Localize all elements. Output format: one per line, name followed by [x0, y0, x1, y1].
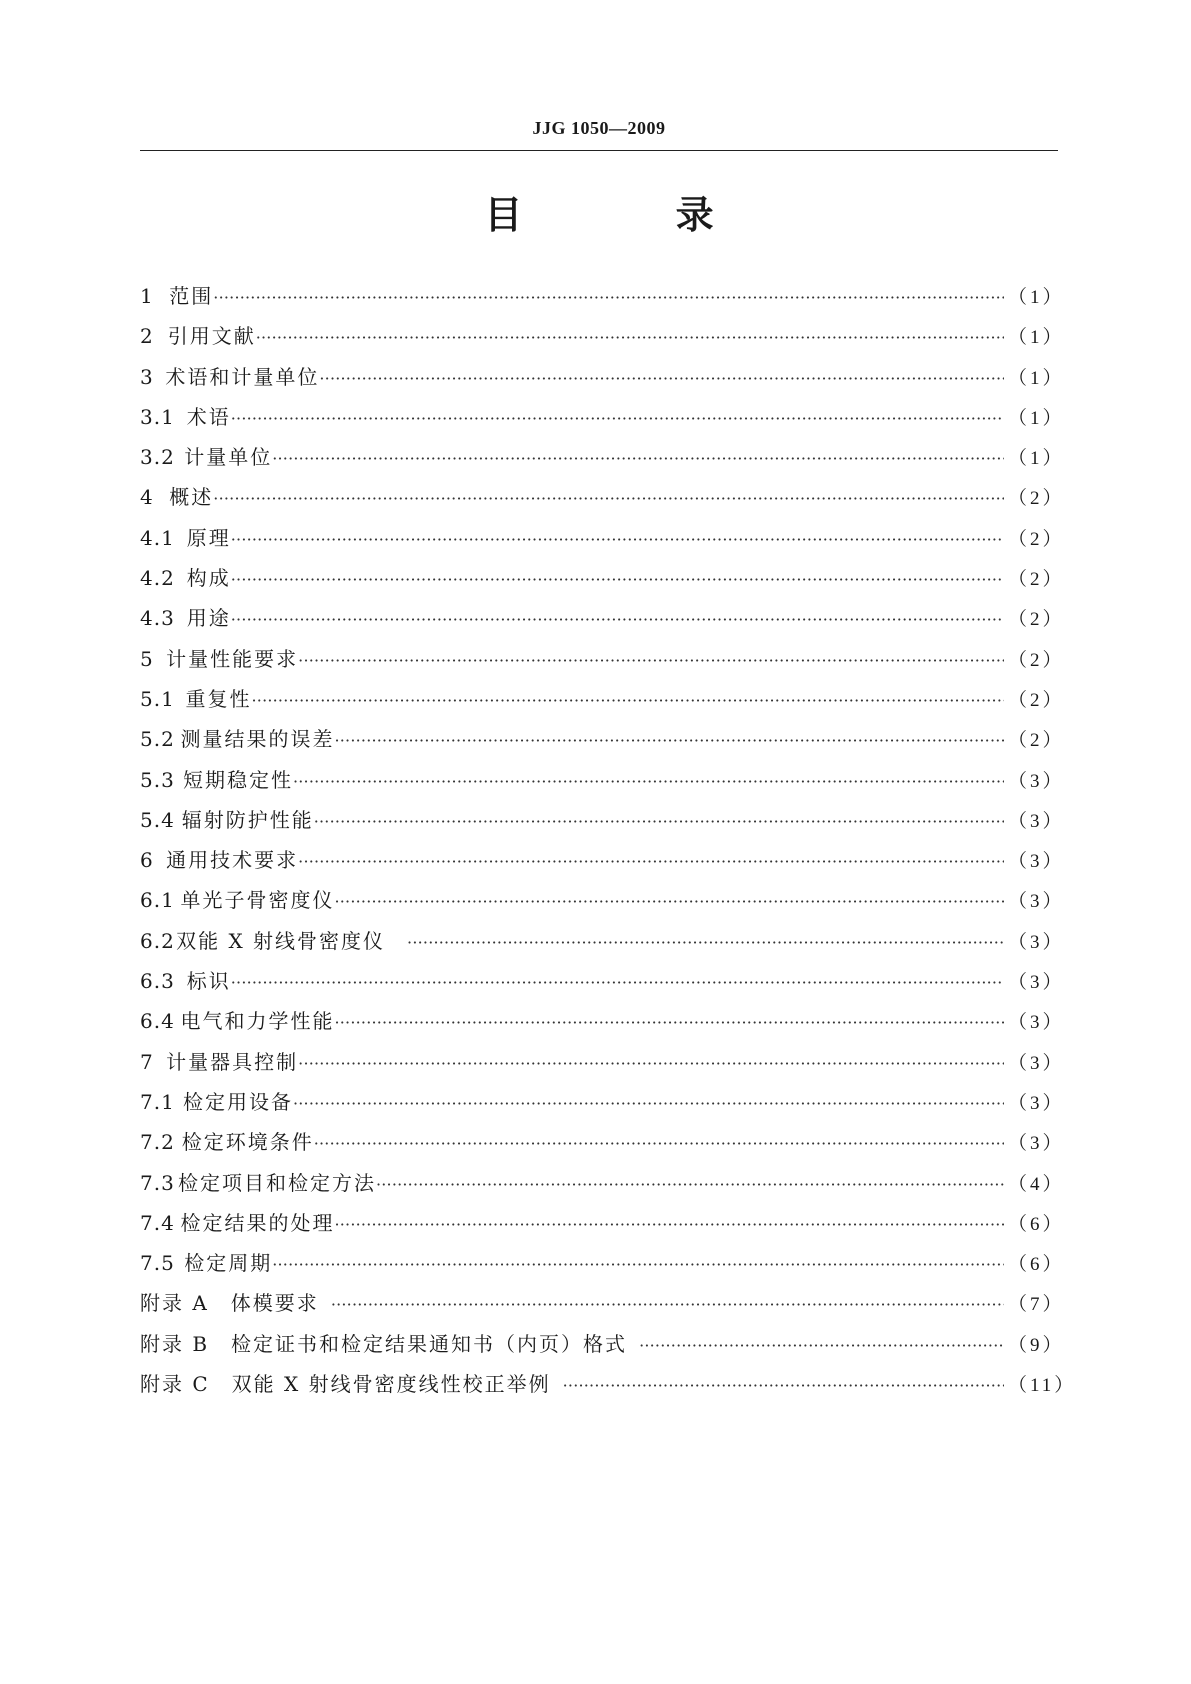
toc-entry[interactable]	[140, 558, 1065, 598]
toc-entry-page: （3）	[1008, 1092, 1065, 1114]
toc-entry-page: （3）	[1008, 891, 1065, 913]
toc-entry-label: 概述	[169, 485, 214, 510]
toc-entry-page: （1）	[1008, 448, 1065, 470]
toc-entry-label: 短期稳定性	[182, 767, 293, 792]
dot-leader	[376, 1165, 1004, 1205]
dot-leader	[563, 1366, 1004, 1406]
dot-leader	[231, 600, 1004, 640]
toc-entry-page: （2）	[1008, 569, 1065, 591]
toc-entry-number: 5.2	[140, 727, 175, 752]
toc-entry[interactable]	[140, 1243, 1065, 1283]
toc-entry-label: 检定周期	[184, 1251, 273, 1276]
toc-entry-page: （1）	[1008, 407, 1065, 429]
toc-entry-page: （3）	[1008, 931, 1065, 953]
dot-leader	[272, 439, 1004, 479]
dot-leader	[334, 721, 1004, 761]
toc-entry-label: 用途	[186, 606, 231, 631]
toc-entry-label: 检定环境条件	[181, 1130, 314, 1155]
dot-leader	[256, 318, 1004, 358]
toc-entry-label: 检定项目和检定方法	[177, 1170, 376, 1195]
toc-entry-page: （6）	[1008, 1254, 1065, 1276]
dot-leader	[298, 842, 1004, 882]
toc-entry-page: （3）	[1008, 1012, 1065, 1034]
toc-entry[interactable]	[140, 840, 1065, 880]
toc-entry-label: 引用文献	[167, 324, 256, 349]
toc-entry-page: （2）	[1008, 649, 1065, 671]
toc-entry-number: 7.3	[140, 1170, 175, 1195]
toc-entry[interactable]	[140, 719, 1065, 759]
toc-entry[interactable]	[140, 1082, 1065, 1122]
toc-entry-number: 7.2	[140, 1130, 175, 1155]
toc-entry-number: 7	[140, 1049, 154, 1074]
toc-entry-number: 4.3	[140, 606, 175, 631]
toc-entry[interactable]	[140, 1163, 1065, 1203]
toc-entry-label: 附录 C 双能 X 射线骨密度线性校正举例	[140, 1372, 551, 1397]
dot-leader	[231, 560, 1004, 600]
toc-entry[interactable]	[140, 1001, 1065, 1041]
toc-entry-number: 1	[140, 284, 154, 308]
toc-entry-number: 5.4	[140, 807, 175, 832]
header-divider	[140, 150, 1058, 151]
toc-entry[interactable]	[140, 598, 1065, 638]
toc-entry-label: 标识	[186, 969, 231, 994]
toc-entry-number: 4	[140, 485, 154, 510]
toc-entry-number: 6.2	[140, 928, 175, 953]
dot-leader	[314, 802, 1004, 842]
toc-entry-page: （2）	[1008, 609, 1065, 631]
dot-leader	[331, 1285, 1004, 1325]
toc-entry-number: 6.4	[140, 1009, 175, 1034]
toc-entry-page: （3）	[1008, 770, 1065, 792]
dot-leader	[334, 882, 1004, 922]
toc-entry[interactable]	[140, 800, 1065, 840]
toc-entry-page: （1）	[1008, 327, 1065, 349]
toc-entry[interactable]	[140, 1042, 1065, 1082]
toc-entry[interactable]	[140, 477, 1065, 517]
toc-entry-label: 电气和力学性能	[180, 1009, 335, 1034]
toc-entry-page: （1）	[1008, 367, 1065, 389]
toc-entry-label: 原理	[186, 525, 231, 550]
toc-entry[interactable]	[140, 679, 1065, 719]
toc-entry-number: 7.4	[140, 1210, 175, 1235]
toc-entry-page: （2）	[1008, 689, 1065, 711]
toc-entry[interactable]	[140, 276, 1065, 316]
toc-entry-page: （6）	[1008, 1213, 1065, 1235]
toc-entry-label: 双能 X 射线骨密度仪	[176, 928, 386, 953]
toc-entry-number: 5.3	[140, 767, 175, 792]
toc-entry-number: 6.1	[140, 888, 175, 913]
toc-entry-number: 6.3	[140, 969, 175, 994]
dot-leader	[213, 278, 1004, 318]
toc-entry-number: 3	[140, 364, 154, 389]
toc-entry[interactable]	[140, 1324, 1065, 1364]
dot-leader	[298, 641, 1004, 681]
toc-entry[interactable]	[140, 437, 1065, 477]
toc-entry-number: 3.2	[140, 445, 175, 470]
dot-leader	[272, 1245, 1004, 1285]
dot-leader	[293, 1084, 1004, 1124]
toc-entry-label: 术语和计量单位	[165, 364, 320, 389]
toc-entry-page: （3）	[1008, 1133, 1065, 1155]
toc-entry-label: 重复性	[185, 686, 252, 711]
toc-entry[interactable]	[140, 1283, 1065, 1323]
dot-leader	[298, 1044, 1004, 1084]
dot-leader	[252, 681, 1005, 721]
toc-entry-label: 计量性能要求	[166, 646, 299, 671]
toc-entry[interactable]	[140, 518, 1065, 558]
toc-title: 目 录	[484, 193, 784, 237]
toc-entry[interactable]	[140, 639, 1065, 679]
toc-entry-page: （2）	[1008, 730, 1065, 752]
toc-entry-page: （1）	[1008, 287, 1065, 308]
dot-leader	[639, 1326, 1004, 1366]
toc-entry-number: 7.5	[140, 1251, 175, 1276]
toc-entry[interactable]	[140, 316, 1065, 356]
toc-entry-number: 6	[140, 848, 154, 873]
toc-entry[interactable]	[140, 1364, 1077, 1404]
toc-entry[interactable]	[140, 1122, 1065, 1162]
toc-entry-number: 4.2	[140, 566, 175, 591]
toc-entry-label: 术语	[186, 404, 231, 429]
toc-entry-page: （7）	[1008, 1294, 1065, 1316]
dot-leader	[293, 762, 1004, 802]
toc-entry-number: 7.1	[140, 1089, 175, 1114]
toc-entry-label: 辐射防护性能	[181, 807, 314, 832]
toc-entry-page: （3）	[1008, 1052, 1065, 1074]
toc-entry-page: （9）	[1008, 1334, 1065, 1356]
dot-leader	[213, 479, 1004, 519]
toc-entry-page: （2）	[1008, 528, 1065, 550]
toc-entry-label: 计量单位	[184, 445, 273, 470]
table-of-contents	[140, 276, 1077, 1404]
toc-entry[interactable]	[140, 921, 1065, 961]
dot-leader	[334, 1003, 1004, 1043]
toc-entry-label: 单光子骨密度仪	[180, 888, 335, 913]
toc-entry-page: （2）	[1008, 488, 1065, 510]
toc-entry[interactable]	[140, 961, 1065, 1001]
toc-entry[interactable]	[140, 760, 1065, 800]
dot-leader	[407, 923, 1004, 963]
toc-entry[interactable]	[140, 357, 1065, 397]
toc-entry-label: 范围	[169, 284, 214, 308]
toc-entry-number: 5.1	[140, 686, 175, 711]
toc-entry-page: （4）	[1008, 1173, 1065, 1195]
toc-entry-page: （11）	[1008, 1375, 1077, 1397]
standard-code-header: JJG 1050—2009	[532, 118, 666, 138]
dot-leader	[231, 399, 1004, 439]
toc-entry-page: （3）	[1008, 810, 1065, 832]
dot-leader	[319, 359, 1004, 399]
dot-leader	[334, 1205, 1004, 1245]
toc-entry-label: 构成	[186, 566, 231, 591]
toc-entry-page: （3）	[1008, 972, 1065, 994]
toc-entry-label: 附录 A 体模要求	[140, 1291, 319, 1316]
toc-entry-label: 检定结果的处理	[180, 1210, 335, 1235]
toc-entry-label: 计量器具控制	[166, 1049, 299, 1074]
toc-entry[interactable]	[140, 1203, 1065, 1243]
toc-entry-label: 检定用设备	[182, 1089, 293, 1114]
toc-entry[interactable]	[140, 397, 1065, 437]
toc-entry[interactable]	[140, 880, 1065, 920]
dot-leader	[231, 520, 1004, 560]
dot-leader	[314, 1124, 1004, 1164]
toc-entry-label: 测量结果的误差	[180, 727, 335, 752]
toc-entry-page: （3）	[1008, 851, 1065, 873]
toc-entry-label: 通用技术要求	[166, 848, 299, 873]
toc-entry-number: 2	[140, 324, 154, 349]
toc-entry-number: 3.1	[140, 404, 175, 429]
dot-leader	[231, 963, 1004, 1003]
toc-entry-number: 4.1	[140, 525, 175, 550]
toc-entry-label: 附录 B 检定证书和检定结果通知书（内页）格式	[140, 1331, 628, 1356]
toc-entry-number: 5	[140, 646, 154, 671]
